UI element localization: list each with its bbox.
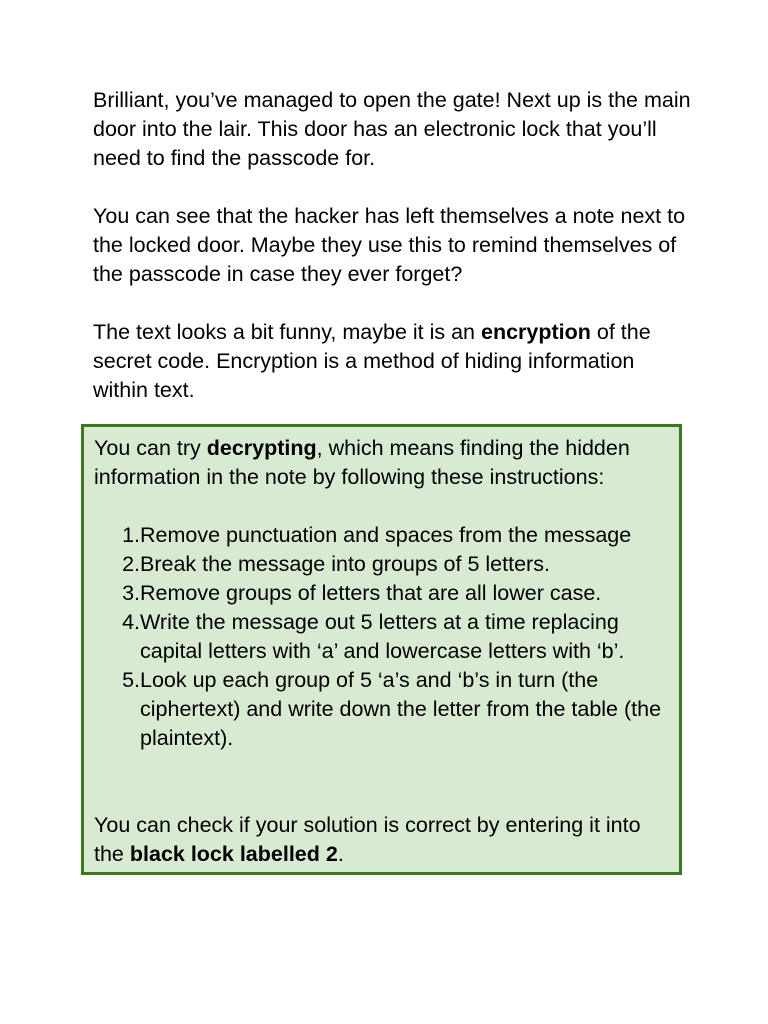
step-item [94, 666, 671, 753]
encryption-term: encryption [481, 320, 591, 344]
step-number: 1. [122, 523, 140, 547]
step-number: 2. [122, 552, 140, 576]
intro-text [93, 86, 693, 405]
step-item [94, 579, 671, 608]
step-text: Look up each group of 5 ‘a’s and ‘b’s in turn (the ciphertext) and write down the letter from the table (the plaintext). [140, 668, 662, 750]
decrypting-term: decrypting [206, 436, 317, 460]
instruction-steps [94, 521, 671, 753]
instructions-box [81, 424, 682, 875]
step-number: 5. [122, 668, 140, 692]
black-lock-label: black lock labelled 2 [129, 842, 338, 866]
intro-paragraph-2: You can see that the hacker has left themselves a note next to the locked door. Maybe they use this to remind themselves of the passcode in case they ever forget? [93, 204, 686, 286]
step-item [94, 608, 671, 666]
check-solution-paragraph [94, 811, 671, 869]
box-lead-paragraph [94, 434, 671, 492]
step-text: Write the message out 5 letters at a time replacing capital letters with ‘a’ and lowercase letters with ‘b’. [140, 610, 625, 663]
p3-text-after: of the secret code. Encryption is a method of hiding information within text. [93, 320, 651, 402]
lead-text-before: You can try [94, 436, 207, 460]
check-text-before: You can check if your solution is correct by entering it into the [94, 813, 641, 866]
step-text: Remove groups of letters that are all lower case. [140, 581, 602, 605]
p3-text-before: The text looks a bit funny, maybe it is an [93, 320, 481, 344]
check-text-after: . [337, 842, 344, 866]
step-text: Break the message into groups of 5 letters. [140, 552, 550, 576]
intro-paragraph-1: Brilliant, you’ve managed to open the gate! Next up is the main door into the lair. This door has an electronic lock that you’ll need to find the passcode for. [93, 88, 691, 170]
intro-paragraph-3 [93, 318, 693, 405]
step-text: Remove punctuation and spaces from the message [140, 523, 632, 547]
step-number: 4. [122, 610, 140, 634]
step-item [94, 521, 671, 550]
step-item [94, 550, 671, 579]
lead-text-after: , which means finding the hidden information in the note by following these instructions: [94, 436, 630, 489]
step-number: 3. [122, 581, 140, 605]
